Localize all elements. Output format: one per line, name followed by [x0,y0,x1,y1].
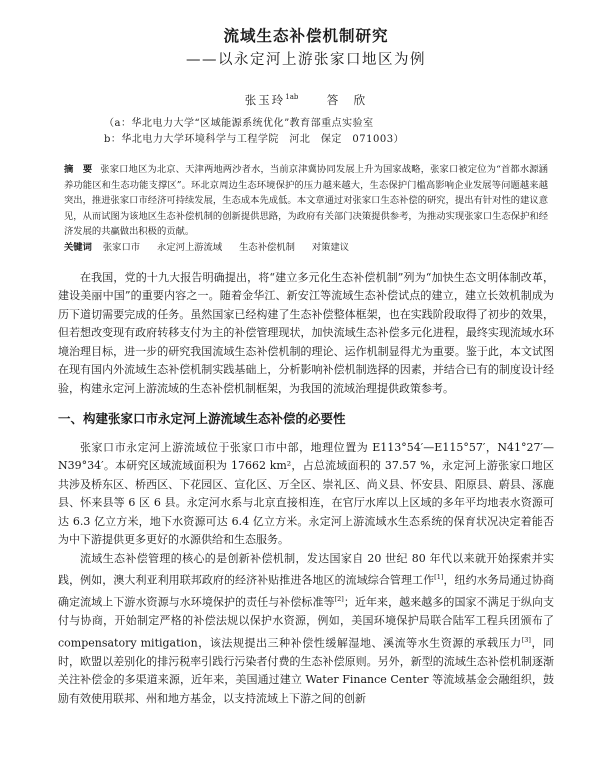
section-heading: 一、构建张家口市永定河上游流域生态补偿的必要性 [58,411,346,426]
paragraph-text: ，同时，欧盟以差别化的排污税率引践行污染者付费的生态补偿原则。另外，新型的流域生态补偿机制逐渐关注补偿金的多渠道来源，近年来，美国通过建立 Water Finance Center 等流域基金会融组织，鼓励有效使用联邦、州和地方基金，以支持流域上下游之间的创新 [58,636,555,705]
affiliations [58,116,554,148]
abstract [58,162,554,240]
abstract-text: 张家口地区为北京、天津两地两沙者水，当前京津冀协同发展上升为国家战略，张家口被定位为“首都水源涵养功能区和生态功能支撑区”。环北京周边生态环境保护的压力越来越大，生态保护门槛高影响企业发展等问题越来越突出，推进张家口市经济可持续发展，生态成本先成低。本文章通过对张家口生态补偿的研究，提出有针对性的建议意见，从而试图为该地区生态补偿机制的创新提供思路，为政府有关部门决策提供参考，为推动实现张家口生态保护和经济发展的共赢做出积极的贡献。 [64,164,548,237]
paper-title: 流域生态补偿机制研究 [223,27,389,45]
paragraph-text: 流域生态补偿管理的核心的是创新补偿机制，发达国家自 20 世纪 80 年代以来就开始探索并实践，例如，澳大利亚利用联邦政府的经济补贴推进各地区的流域综合管理工作 [58,551,554,587]
paragraph-text: ，纽约水务局通过协商确定流域上下游水资源与水环境保护的责任与补偿标准等 [58,573,555,609]
paragraph-text: ；近年来，越来越多的国家不满足于纵向支付与协商，开始制定严格的补偿法规以保护水资源，例如，美国环境保护局联合陆军工程兵团颁布了 compensatory mitigation，该法规提出三种补偿性缓解湿地、溪流等水生资源的承载压力 [58,595,555,650]
citation-ref: [2] [334,595,344,604]
section-paragraph [58,550,554,709]
keyword: 永定河上游流域 [157,241,223,253]
citation-ref: [3] [521,635,531,644]
author-name: 答 欣 [326,93,368,107]
section-paragraph: 张家口市永定河上游流域位于张家口市中部，地理位置为 E113°54′—E115°57′，N41°27′—N39°34′。本研究区域流域面积为 17662 km²，占总流域面积的 37.57 %，永定河上游张家口地区共涉及桥东区、桥西区、下花园区、宣化区、万全区、崇礼区、尚义县、怀安县、阳原县、蔚县、涿鹿县、怀来县等 6 区 6 县。永定河水系与北京直接相连，在官厅水库以上区域的多年平均地表水资源可达 6.3 亿立方米，地下水资源可达 6.4 亿立方米。永定河上游流域水生态系统的保育状况决定着能否为中下游提供更多更好的水源供给和生态服务。 [58,440,554,546]
affiliation-b: b：华北电力大学环境科学与工程学院 河北 保定 071003） [104,134,405,145]
keyword: 生态补偿机制 [239,241,295,253]
paper-subtitle: ——以永定河上游张家口地区为例 [186,52,426,68]
keyword: 对策建议 [311,241,350,253]
body-text [58,269,554,709]
keyword: 张家口市 [102,241,141,253]
keywords-label: 关键词 [64,241,92,253]
author-line [58,92,554,108]
author-name: 张玉玲 [244,93,286,107]
author-affil-mark: 1ab [285,93,299,102]
abstract-label: 摘 要 [64,164,93,175]
intro-paragraph: 在我国，党的十九大报告明确提出，将“建立多元化生态补偿机制”列为“加快生态文明体制改革，建设美丽中国”的重要内容之一。随着金华江、新安江等流域生态补偿试点的建立，建立长效机制成为历下道切需要完成的任务。虽然国家已经构建了生态补偿整体框架，也在实践阶段取得了初步的效果，但若想改变现有政府转移支付为主的补偿管理现状，加快流域生态补偿多元化进程，最终实现流域水环境治理目标，进一步的研究我国流域生态补偿机制的理论、运作机制显得尤为重要。鉴于此，本文试图在现有国内外流域生态补偿机制实践基础上，分析影响补偿机制选择的因素，并结合已有的制度设计经验，构建永定河上游流域的生态补偿机制框架，为我国的流域治理提供政策参考。 [58,270,554,395]
citation-ref: [1] [434,573,444,581]
keywords [58,240,554,255]
affiliation-a: （a：华北电力大学“区域能源系统优化”教育部重点实验室 [104,118,374,129]
